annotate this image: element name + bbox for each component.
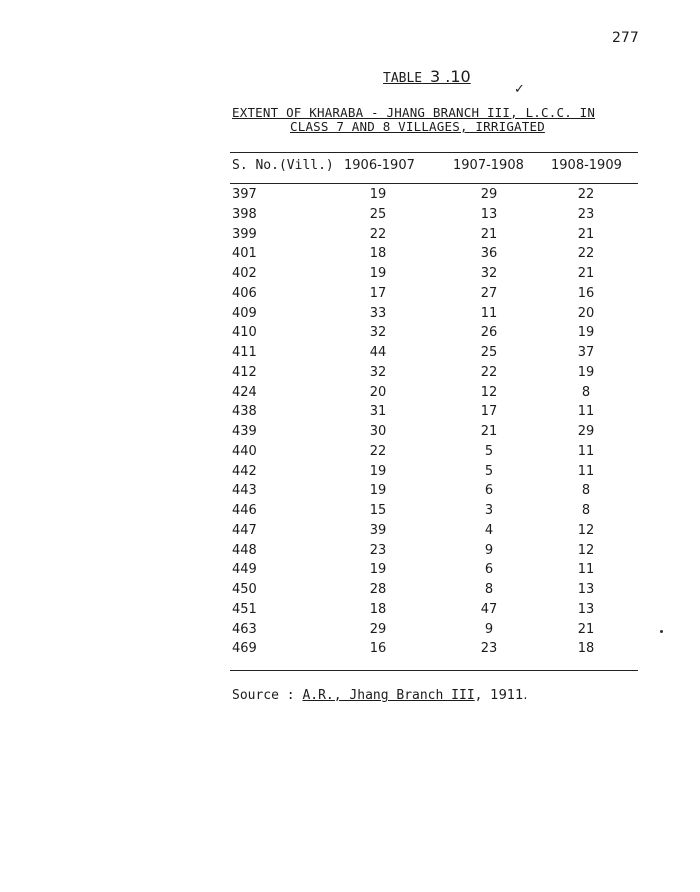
cell-1908-1909: 8	[581, 503, 591, 518]
table-top-rule	[230, 152, 638, 153]
cell-village-number: 449	[232, 562, 257, 578]
cell-1908-1909: 23	[577, 206, 595, 222]
check-mark-icon: ✓	[514, 82, 525, 97]
cell-1908-1909: 29	[577, 424, 595, 439]
column-header-sno: S. No.(Vill.)	[232, 158, 334, 173]
cell-1908-1909: 18	[577, 641, 595, 657]
cell-1907-1908: 12	[480, 384, 498, 400]
cell-1907-1908: 23	[480, 641, 498, 657]
cell-1906-1907: 30	[369, 424, 387, 439]
cell-1906-1907: 19	[369, 562, 387, 578]
source-label: Source :	[232, 688, 295, 703]
table-row	[0, 562, 700, 582]
cell-1906-1907: 22	[369, 443, 387, 459]
cell-1908-1909: 13	[577, 582, 595, 597]
cell-village-number: 398	[232, 206, 257, 222]
cell-1908-1909: 19	[577, 325, 595, 341]
cell-1906-1907: 20	[369, 384, 387, 400]
cell-village-number: 442	[232, 463, 257, 479]
table-body	[0, 187, 700, 661]
table-header-rule	[230, 183, 638, 184]
cell-1907-1908: 3	[484, 503, 494, 518]
cell-1906-1907: 19	[369, 266, 387, 281]
cell-1906-1907: 32	[369, 364, 387, 380]
cell-1908-1909: 21	[577, 226, 595, 242]
cell-village-number: 409	[232, 305, 257, 321]
cell-1907-1908: 11	[480, 305, 498, 321]
cell-1906-1907: 25	[369, 206, 387, 222]
cell-1908-1909: 8	[581, 483, 591, 499]
table-row	[0, 246, 700, 266]
table-subtitle-line1: EXTENT OF KHARABA - JHANG BRANCH III, L.C.C. IN	[232, 105, 596, 120]
cell-1907-1908: 5	[484, 443, 494, 459]
cell-1907-1908: 9	[484, 542, 494, 558]
table-row	[0, 622, 700, 642]
source-note	[232, 688, 528, 703]
cell-village-number: 448	[232, 542, 257, 558]
cell-1906-1907: 39	[369, 522, 387, 538]
cell-village-number: 402	[232, 266, 257, 281]
table-row	[0, 602, 700, 622]
cell-1906-1907: 18	[369, 601, 387, 617]
cell-1908-1909: 11	[577, 463, 595, 479]
cell-1908-1909: 11	[577, 404, 595, 420]
cell-1907-1908: 21	[480, 226, 498, 242]
cell-1907-1908: 27	[480, 285, 498, 301]
cell-village-number: 410	[232, 325, 257, 341]
cell-1908-1909: 22	[577, 246, 595, 262]
cell-1907-1908: 22	[480, 364, 498, 380]
column-header-1907-1908: 1907-1908	[453, 158, 524, 173]
table-title-prefix: TABLE	[383, 71, 423, 86]
table-row	[0, 582, 700, 602]
cell-village-number: 439	[232, 424, 257, 439]
cell-1906-1907: 33	[369, 305, 387, 321]
table-row	[0, 444, 700, 464]
cell-1906-1907: 18	[369, 246, 387, 262]
cell-1908-1909: 19	[577, 364, 595, 380]
table-row	[0, 266, 700, 286]
cell-1908-1909: 12	[577, 522, 595, 538]
table-subtitle-line2: CLASS 7 AND 8 VILLAGES, IRRIGATED	[290, 119, 545, 134]
cell-1907-1908: 25	[480, 345, 498, 360]
table-bottom-rule	[230, 670, 638, 671]
page-number: 277	[612, 30, 639, 46]
cell-village-number: 443	[232, 483, 257, 499]
table-row	[0, 424, 700, 444]
cell-1908-1909: 8	[581, 384, 591, 400]
cell-village-number: 438	[232, 404, 257, 420]
cell-village-number: 399	[232, 226, 257, 242]
cell-1908-1909: 21	[577, 621, 595, 637]
table-row	[0, 404, 700, 424]
cell-1908-1909: 12	[577, 542, 595, 558]
cell-1906-1907: 29	[369, 621, 387, 637]
table-row	[0, 286, 700, 306]
cell-1908-1909: 37	[577, 345, 595, 360]
cell-village-number: 446	[232, 503, 257, 518]
table-row	[0, 207, 700, 227]
table-row	[0, 503, 700, 523]
cell-village-number: 440	[232, 443, 257, 459]
column-header-1906-1907: 1906-1907	[344, 158, 415, 173]
cell-1908-1909: 20	[577, 305, 595, 321]
table-row	[0, 365, 700, 385]
cell-1907-1908: 21	[480, 424, 498, 439]
cell-village-number: 424	[232, 384, 257, 400]
cell-1907-1908: 29	[480, 187, 498, 202]
cell-1906-1907: 16	[369, 641, 387, 657]
cell-village-number: 450	[232, 582, 257, 597]
source-reference: A.R., Jhang Branch III	[302, 688, 475, 703]
cell-1907-1908: 9	[484, 621, 494, 637]
cell-1906-1907: 19	[369, 187, 387, 202]
cell-village-number: 401	[232, 246, 257, 262]
cell-1907-1908: 26	[480, 325, 498, 341]
table-row	[0, 325, 700, 345]
table-row	[0, 187, 700, 207]
cell-village-number: 469	[232, 641, 257, 657]
ink-speck	[660, 630, 663, 633]
cell-village-number: 451	[232, 601, 257, 617]
cell-village-number: 447	[232, 522, 257, 538]
column-header-1908-1909: 1908-1909	[551, 158, 622, 173]
table-row	[0, 345, 700, 365]
cell-1907-1908: 13	[480, 206, 498, 222]
cell-1908-1909: 13	[577, 601, 595, 617]
cell-1906-1907: 17	[369, 285, 387, 301]
cell-1906-1907: 31	[369, 404, 387, 420]
cell-1907-1908: 8	[484, 582, 494, 597]
cell-1907-1908: 5	[484, 463, 494, 479]
cell-1908-1909: 11	[577, 562, 595, 578]
cell-village-number: 463	[232, 621, 257, 637]
cell-1906-1907: 32	[369, 325, 387, 341]
cell-1908-1909: 21	[577, 266, 595, 281]
cell-1906-1907: 19	[369, 463, 387, 479]
table-row	[0, 464, 700, 484]
table-row	[0, 523, 700, 543]
cell-1906-1907: 19	[369, 483, 387, 499]
cell-1906-1907: 28	[369, 582, 387, 597]
table-row	[0, 306, 700, 326]
cell-1907-1908: 6	[484, 483, 494, 499]
cell-1906-1907: 22	[369, 226, 387, 242]
table-title-number: 3 .10	[429, 67, 471, 86]
cell-1906-1907: 23	[369, 542, 387, 558]
cell-1907-1908: 36	[480, 246, 498, 262]
cell-village-number: 406	[232, 285, 257, 301]
source-year: 1911.	[490, 688, 528, 703]
cell-1908-1909: 22	[577, 187, 595, 202]
cell-village-number: 397	[232, 187, 257, 202]
table-row	[0, 385, 700, 405]
cell-1907-1908: 17	[480, 404, 498, 420]
table-row	[0, 641, 700, 661]
table-row	[0, 483, 700, 503]
cell-1907-1908: 32	[480, 266, 498, 281]
table-row	[0, 227, 700, 247]
cell-1908-1909: 11	[577, 443, 595, 459]
cell-1906-1907: 44	[369, 345, 387, 360]
cell-1907-1908: 47	[480, 601, 498, 617]
source-separator: ,	[474, 688, 483, 703]
table-title	[383, 67, 471, 86]
cell-1907-1908: 4	[484, 522, 494, 538]
cell-1906-1907: 15	[369, 503, 387, 518]
cell-1908-1909: 16	[577, 285, 595, 301]
cell-village-number: 411	[232, 345, 257, 360]
cell-village-number: 412	[232, 364, 257, 380]
table-row	[0, 543, 700, 563]
cell-1907-1908: 6	[484, 562, 494, 578]
